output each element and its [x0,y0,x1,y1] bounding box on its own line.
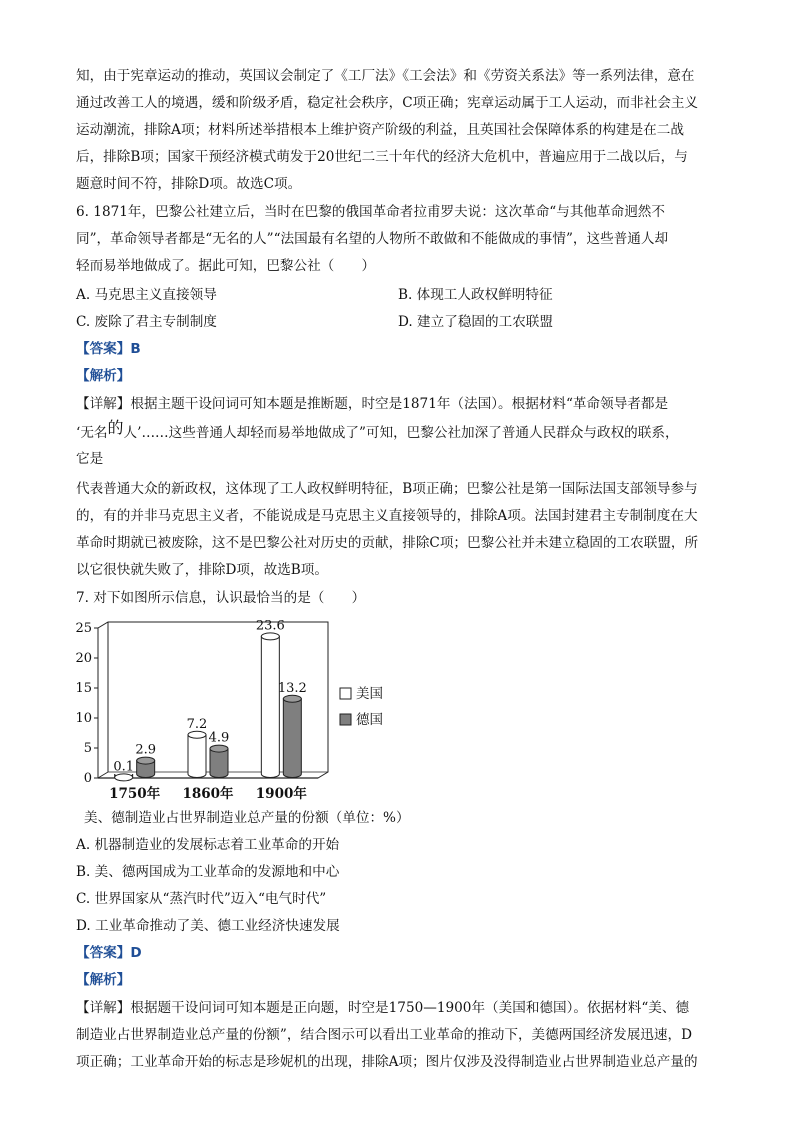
bar-usa [188,735,206,778]
legend-label: 德国 [356,712,383,728]
y-tick-label: 5 [83,741,92,756]
text-line: 后，排除B项；国家干预经济模式萌发于20世纪二三十年代的经济大危机中，普遍应用于二战以后，与 [76,149,688,165]
data-label: 23.6 [255,618,285,634]
bar-top [283,695,301,702]
bar-top [188,731,206,738]
q6-detail: 革命时期就已被废除，这不是巴黎公社对历史的贡献，排除C项；巴黎公社并未建立稳固的工农联盟，所 [76,535,699,551]
bar-top [210,745,228,752]
q6-option-d: D. 建立了稳固的工农联盟 [398,314,553,330]
data-label: 13.2 [277,680,307,696]
legend-swatch [340,688,351,699]
q6-option-b: B. 体现工人政权鲜明特征 [398,287,553,303]
legend-swatch [340,714,351,725]
q6-detail-part: 人’……这些普通人却轻而易举地做成了”可知，巴黎公社加深了普通人民群众与政权的联系， [123,425,679,441]
q6-detail: 的，有的并非马克思主义者，不能说成是马克思主义直接领导的，排除A项。法国封建君主专制制度在大 [76,508,698,524]
q7-detail: 项正确；工业革命开始的标志是珍妮机的出现，排除A项；图片仅涉及没得制造业占世界制造业总产量的 [76,1054,698,1070]
q7-option-c: C. 世界国家从“蒸汽时代”迈入“电气时代” [76,891,327,907]
q7-answer: 【答案】D [76,945,142,961]
text-line: 运动潮流，排除A项；材料所述举措根本上维护资产阶级的利益，且英国社会保障体系的构建是在二战 [76,122,684,138]
q6-stem: 轻而易举地做成了。据此可知，巴黎公社（ ） [76,258,376,274]
text-line: 通过改善工人的境遇，缓和阶级矛盾，稳定社会秩序，C项正确；宪章运动属于工人运动，而非社会主义 [76,95,699,111]
data-label: 4.9 [208,730,230,746]
x-tick-label: 1860年 [182,786,234,802]
q7-detail: 制造业占世界制造业总产量的份额”，结合图示可以看出工业革命的推动下，美德两国经济发展迅速，D [76,1027,692,1043]
data-label: 7.2 [186,716,208,732]
bar-top [261,633,279,640]
bar-top [115,774,133,781]
bar-top [137,757,155,764]
q7-option-a: A. 机器制造业的发展标志着工业革命的开始 [76,837,340,853]
bar-germany [283,699,301,778]
q6-detail: 以它很快就失败了，排除D项，故选B项。 [76,562,328,578]
floor-left-edge [98,772,108,778]
q7-option-d: D. 工业革命推动了美、德工业经济快速发展 [76,918,340,934]
q6-detail [76,418,679,443]
q6-stem: 同”，革命领导者都是“无名的人”“法国最有名望的人物所不敢做和不能做成的事情”，这些普通人却 [76,231,669,247]
bar-usa [261,636,279,777]
q6-option-c: C. 废除了君主专制制度 [76,314,217,330]
bar-chart [75,616,412,806]
y-tick-label: 25 [75,621,92,636]
data-label: 2.9 [135,742,157,758]
text-line: 知，由于宪章运动的推动，英国议会制定了《工厂法》《工会法》和《劳资关系法》等一系列法律，意在 [76,68,695,84]
q6-analysis-heading: 【解析】 [76,368,131,384]
q6-detail-part: 的 [107,418,124,437]
q7-option-b: B. 美、德两国成为工业革命的发源地和中心 [76,864,340,880]
q6-answer: 【答案】B [76,341,141,357]
q6-detail: 【详解】根据主题干设问词可知本题是推断题，时空是1871年（法国）。根据材料“革命领导者都是 [76,396,669,412]
q6-option-a: A. 马克思主义直接领导 [76,287,217,303]
y-tick-label: 15 [75,681,92,696]
q7-analysis-heading: 【解析】 [76,972,131,988]
q7-stem: 7. 对下如图所示信息，认识最恰当的是（ ） [76,590,366,606]
q6-detail-part: ‘无名 [76,425,108,441]
x-tick-label: 1750年 [109,786,161,802]
y-tick-label: 20 [75,651,92,666]
y-tick-label: 10 [75,711,92,726]
chart-caption: 美、德制造业占世界制造业总产量的份额（单位：%） [84,810,410,826]
q6-stem: 6. 1871年，巴黎公社建立后，当时在巴黎的俄国革命者拉甫罗夫说：这次革命“与其他革命迥然不 [76,204,665,220]
q7-detail: 【详解】根据题干设问词可知本题是正向题，时空是1750—1900年（美国和德国）。依据材料“美、德 [76,1000,690,1016]
legend-label: 美国 [356,686,383,702]
y-tick-label: 0 [83,771,92,786]
q6-detail: 它是 [76,451,104,467]
bar-germany [210,749,228,778]
x-tick-label: 1900年 [255,786,307,802]
data-label: 0.1 [113,759,135,775]
q6-detail: 代表普通大众的新政权，这体现了工人政权鲜明特征，B项正确；巴黎公社是第一国际法国支部领导参与 [76,481,698,497]
text-line: 题意时间不符，排除D项。故选C项。 [76,176,302,192]
